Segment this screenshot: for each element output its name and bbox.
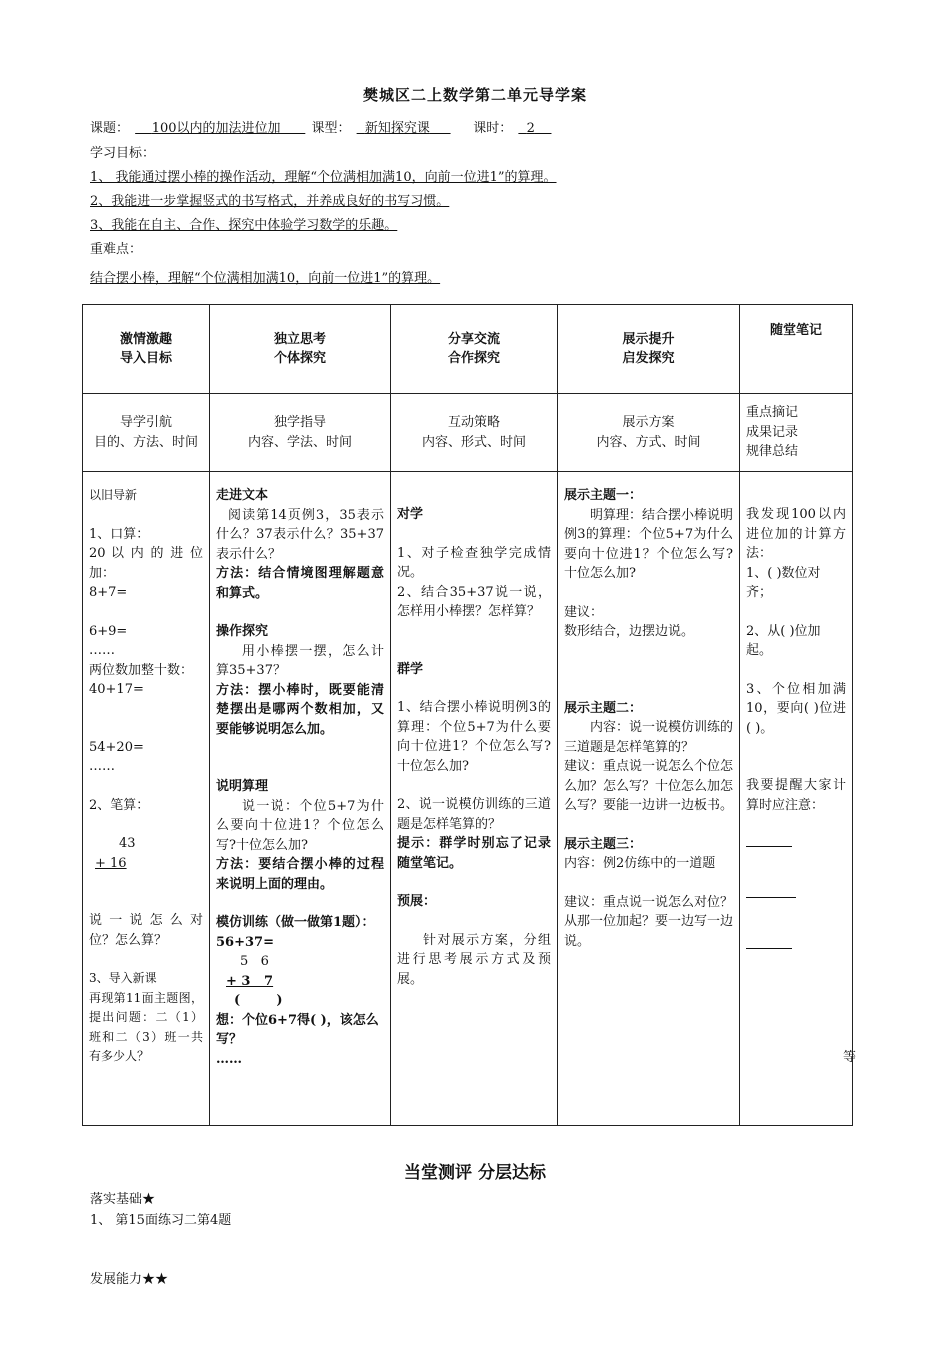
basic-level-label: 落实基础★ [90,1192,156,1207]
subheader-cell: 重点摘记 成果记录 规律总结 [740,394,853,472]
period-value: 2 [526,121,535,136]
header-row [83,305,853,394]
topic-value: 100以内的加法进位加 [151,121,281,136]
showcase-column: 展示主题一： 明算理：结合摆小棒说明例3的算理：个位5+7为什么要向十位进1？个位怎么写?十位怎么加? 建议： 数形结合，边摆边说。 展示主题二： 内容：说一说模仿训练的三道题是怎样笔算的？ 建议：重点说一说怎么个位怎么加？怎么写？十位怎么加怎么写？要能一边讲一边板书。 展示主题三： 内容：例2仿练中的一道题 建议：重点说一说怎么对位？从那一位加起？要一边写一边说。 [558,472,740,1126]
individual-column: 走进文本 阅读第14页例3，35表示什么？37表示什么？35+37表示什么？ 方法：结合情境图理解题意和算式。 操作探究 用小棒摆一摆，怎么计算35+37？ 方法：摆小棒时，既要能清楚摆出是哪两个数相加，又要能够说明怎么加。 说明算理 说一说：个位5+7为什么要向十位进1？个位怎么写?十位怎么加? 方法：要结合摆小棒的过程来说明上面的理由。 模仿训练（做一做第1题）： 56+37= 5 6 + 3 7 ( ) 想：个位6+7得( )，该怎么写？ …… [210,472,391,1126]
key-points-text: 结合摆小棒，理解“个位满相加满10，向前一位进1”的算理。 [90,271,441,286]
answer-blank [746,885,796,898]
topic-label: 课题： [90,121,130,136]
header-cell: 展示提升 启发探究 [558,305,740,394]
develop-level-label: 发展能力★★ [90,1272,169,1287]
goal-item: 3、我能在自主、合作、探究中体验学习数学的乐趣。 [90,218,398,233]
lesson-meta [90,117,553,136]
period-label: 课时： [473,121,513,136]
subheader-cell: 独学指导 内容、学法、时间 [210,394,391,472]
subheader-cell: 互动策略 内容、形式、时间 [391,394,558,472]
subheader-cell: 导学引航 目的、方法、时间 [83,394,210,472]
intro-column: 以旧导新 1、口算： 20 以 内 的 进 位加： 8+7= 6+9= …… 两位数加整十数： 40+17= 54+20= …… 2、笔算： 43 + 16 说 一 说 怎 么 对位？怎么算？ 3、导入新课 再现第11面主题图，提出问题：二（1）班和二（3）班一共有多少人？ [83,472,210,1126]
content-row [83,472,853,1126]
subheader-row [83,394,853,472]
document-title: 樊城区二上数学第二单元导学案 [362,86,587,104]
test-section-title: 当堂测评 分层达标 [404,1163,546,1183]
notes-column: 我发现100以内进位加的计算方法： 1、( )数位对齐； 2、从( )位加起。 3、个位相加满10，要向( )位进( )。 我要提醒大家计算时应注意： 等 [740,472,853,1126]
answer-blank [746,834,792,847]
type-value: 新知探究课 [364,121,430,136]
etc-mark: 等 [842,1050,856,1065]
header-cell: 分享交流 合作探究 [391,305,558,394]
group-column: 对学 1、对子检查独学完成情况。 2、结合35+37说一说，怎样用小棒摆？怎样算？ 群学 1、结合摆小棒说明例3的算理：个位5+7为什么要向十位进1？个位怎么写?十位怎么加? 2、说一说模仿训练的三道题是怎样笔算的？ 提示：群学时别忘了记录随堂笔记。 预展： 针对展示方案，分组进行思考展示方式及预展。 [391,472,558,1126]
header-cell: 独立思考 个体探究 [210,305,391,394]
key-points-label: 重难点： [90,242,143,257]
goal-item: 1、 我能通过摆小棒的操作活动，理解“个位满相加满10，向前一位进1”的算理。 [90,170,557,185]
subheader-cell: 展示方案 内容、方式、时间 [558,394,740,472]
basic-level-item: 1、 第15面练习二第4题 [90,1213,232,1228]
answer-blank [746,936,792,949]
header-cell: 随堂笔记 [740,305,853,394]
header-cell: 激情激趣 导入目标 [83,305,210,394]
study-plan-table [82,304,856,1126]
type-label: 课型： [311,121,351,136]
goal-item: 2、我能进一步掌握竖式的书写格式，并养成良好的书写习惯。 [90,194,450,209]
goals-label: 学习目标： [90,146,156,161]
